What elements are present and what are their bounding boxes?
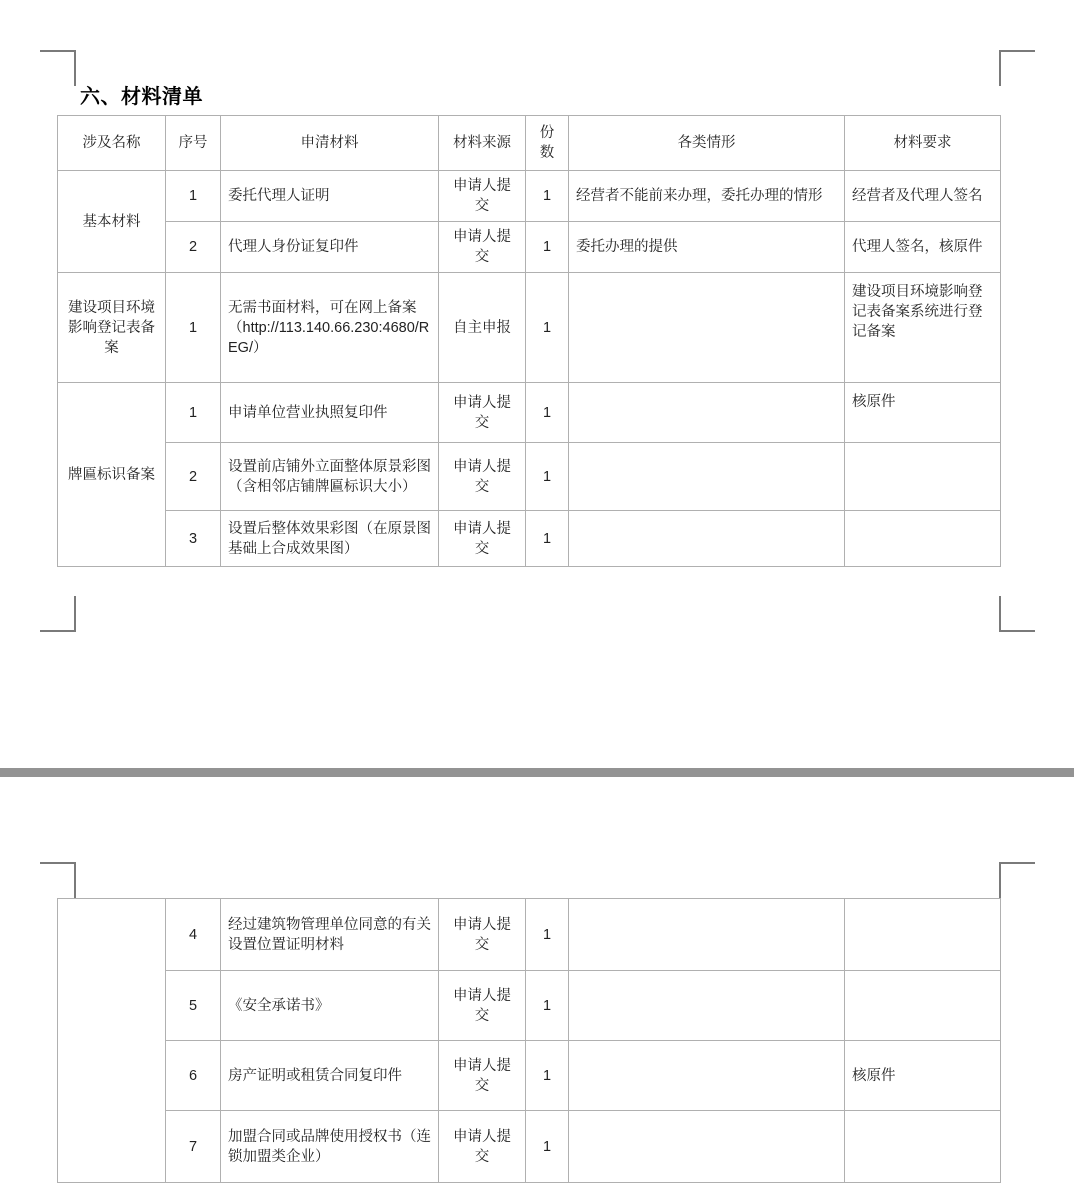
cell-seq: 6 [166,1041,221,1111]
cell-material: 申请单位营业执照复印件 [221,383,439,443]
cell-case [569,1041,845,1111]
cell-seq: 3 [166,511,221,567]
material-list-table-continued [57,898,1001,1183]
cell-case [569,511,845,567]
cell-source: 申请人提交 [439,971,526,1041]
column-header-count: 份数 [526,116,569,171]
cell-seq: 1 [166,383,221,443]
cell-count: 1 [526,443,569,511]
cell-requirement [845,971,1001,1041]
cell-requirement: 核原件 [845,383,1001,443]
cell-count: 1 [526,171,569,222]
material-list-table [57,115,1001,567]
cell-source: 申请人提交 [439,1041,526,1111]
cell-source: 申请人提交 [439,443,526,511]
cell-seq: 1 [166,171,221,222]
cell-source: 申请人提交 [439,171,526,222]
cell-case [569,1111,845,1183]
cell-requirement [845,443,1001,511]
table-row [58,971,1001,1041]
column-header-requirement: 材料要求 [845,116,1001,171]
page-title: 六、材料清单 [80,86,203,108]
crop-mark-bottom-left [40,596,76,632]
group-name-cell: 牌匾标识备案 [58,383,166,567]
cell-material: 经过建筑物管理单位同意的有关设置位置证明材料 [221,899,439,971]
cell-material: 加盟合同或品牌使用授权书（连锁加盟类企业） [221,1111,439,1183]
cell-source: 自主申报 [439,273,526,383]
group-name-cell: 基本材料 [58,171,166,273]
cell-case [569,971,845,1041]
cell-seq: 5 [166,971,221,1041]
crop-mark-top-left [40,862,76,898]
cell-material: 代理人身份证复印件 [221,222,439,273]
cell-count: 1 [526,1041,569,1111]
cell-source: 申请人提交 [439,1111,526,1183]
table-row [58,171,1001,222]
cell-count: 1 [526,971,569,1041]
cell-case: 经营者不能前来办理，委托办理的情形 [569,171,845,222]
column-header-name: 涉及名称 [58,116,166,171]
cell-requirement [845,899,1001,971]
crop-mark-top-right [999,50,1035,86]
group-name-cell-continued [58,899,166,1183]
cell-count: 1 [526,899,569,971]
cell-material: 《安全承诺书》 [221,971,439,1041]
cell-count: 1 [526,383,569,443]
cell-source: 申请人提交 [439,899,526,971]
table-row [58,443,1001,511]
cell-requirement [845,1111,1001,1183]
column-header-cases: 各类情形 [569,116,845,171]
crop-mark-top-right [999,862,1035,898]
cell-seq: 4 [166,899,221,971]
cell-count: 1 [526,222,569,273]
cell-requirement: 核原件 [845,1041,1001,1111]
column-header-material: 申清材料 [221,116,439,171]
cell-requirement [845,511,1001,567]
cell-seq: 2 [166,222,221,273]
cell-case: 委托办理的提供 [569,222,845,273]
table-row [58,222,1001,273]
cell-source: 申请人提交 [439,222,526,273]
cell-source: 申请人提交 [439,383,526,443]
table-row [58,511,1001,567]
cell-material: 委托代理人证明 [221,171,439,222]
cell-case [569,273,845,383]
page-two [0,786,1074,1178]
table-header-row [58,116,1001,171]
cell-seq: 7 [166,1111,221,1183]
cell-seq: 2 [166,443,221,511]
table-row [58,1041,1001,1111]
cell-material: 无需书面材料，可在网上备案（http://113.140.66.230:4680/REG/） [221,273,439,383]
cell-requirement: 经营者及代理人签名 [845,171,1001,222]
page-break-separator [0,768,1074,777]
group-name-cell: 建设项目环境影响登记表备案 [58,273,166,383]
cell-case [569,383,845,443]
cell-requirement: 建设项目环境影响登记表备案系统进行登记备案 [845,273,1001,383]
cell-count: 1 [526,1111,569,1183]
table-row [58,1111,1001,1183]
cell-case [569,899,845,971]
table-row [58,273,1001,383]
table-row [58,899,1001,971]
crop-mark-bottom-right [999,596,1035,632]
table-row [58,383,1001,443]
cell-case [569,443,845,511]
cell-requirement: 代理人签名，核原件 [845,222,1001,273]
cell-material: 设置后整体效果彩图（在原景图基础上合成效果图） [221,511,439,567]
column-header-source: 材料来源 [439,116,526,171]
cell-material: 房产证明或租赁合同复印件 [221,1041,439,1111]
cell-material: 设置前店铺外立面整体原景彩图（含相邻店铺牌匾标识大小） [221,443,439,511]
cell-count: 1 [526,273,569,383]
cell-count: 1 [526,511,569,567]
crop-mark-top-left [40,50,76,86]
cell-source: 申请人提交 [439,511,526,567]
cell-seq: 1 [166,273,221,383]
column-header-seq: 序号 [166,116,221,171]
